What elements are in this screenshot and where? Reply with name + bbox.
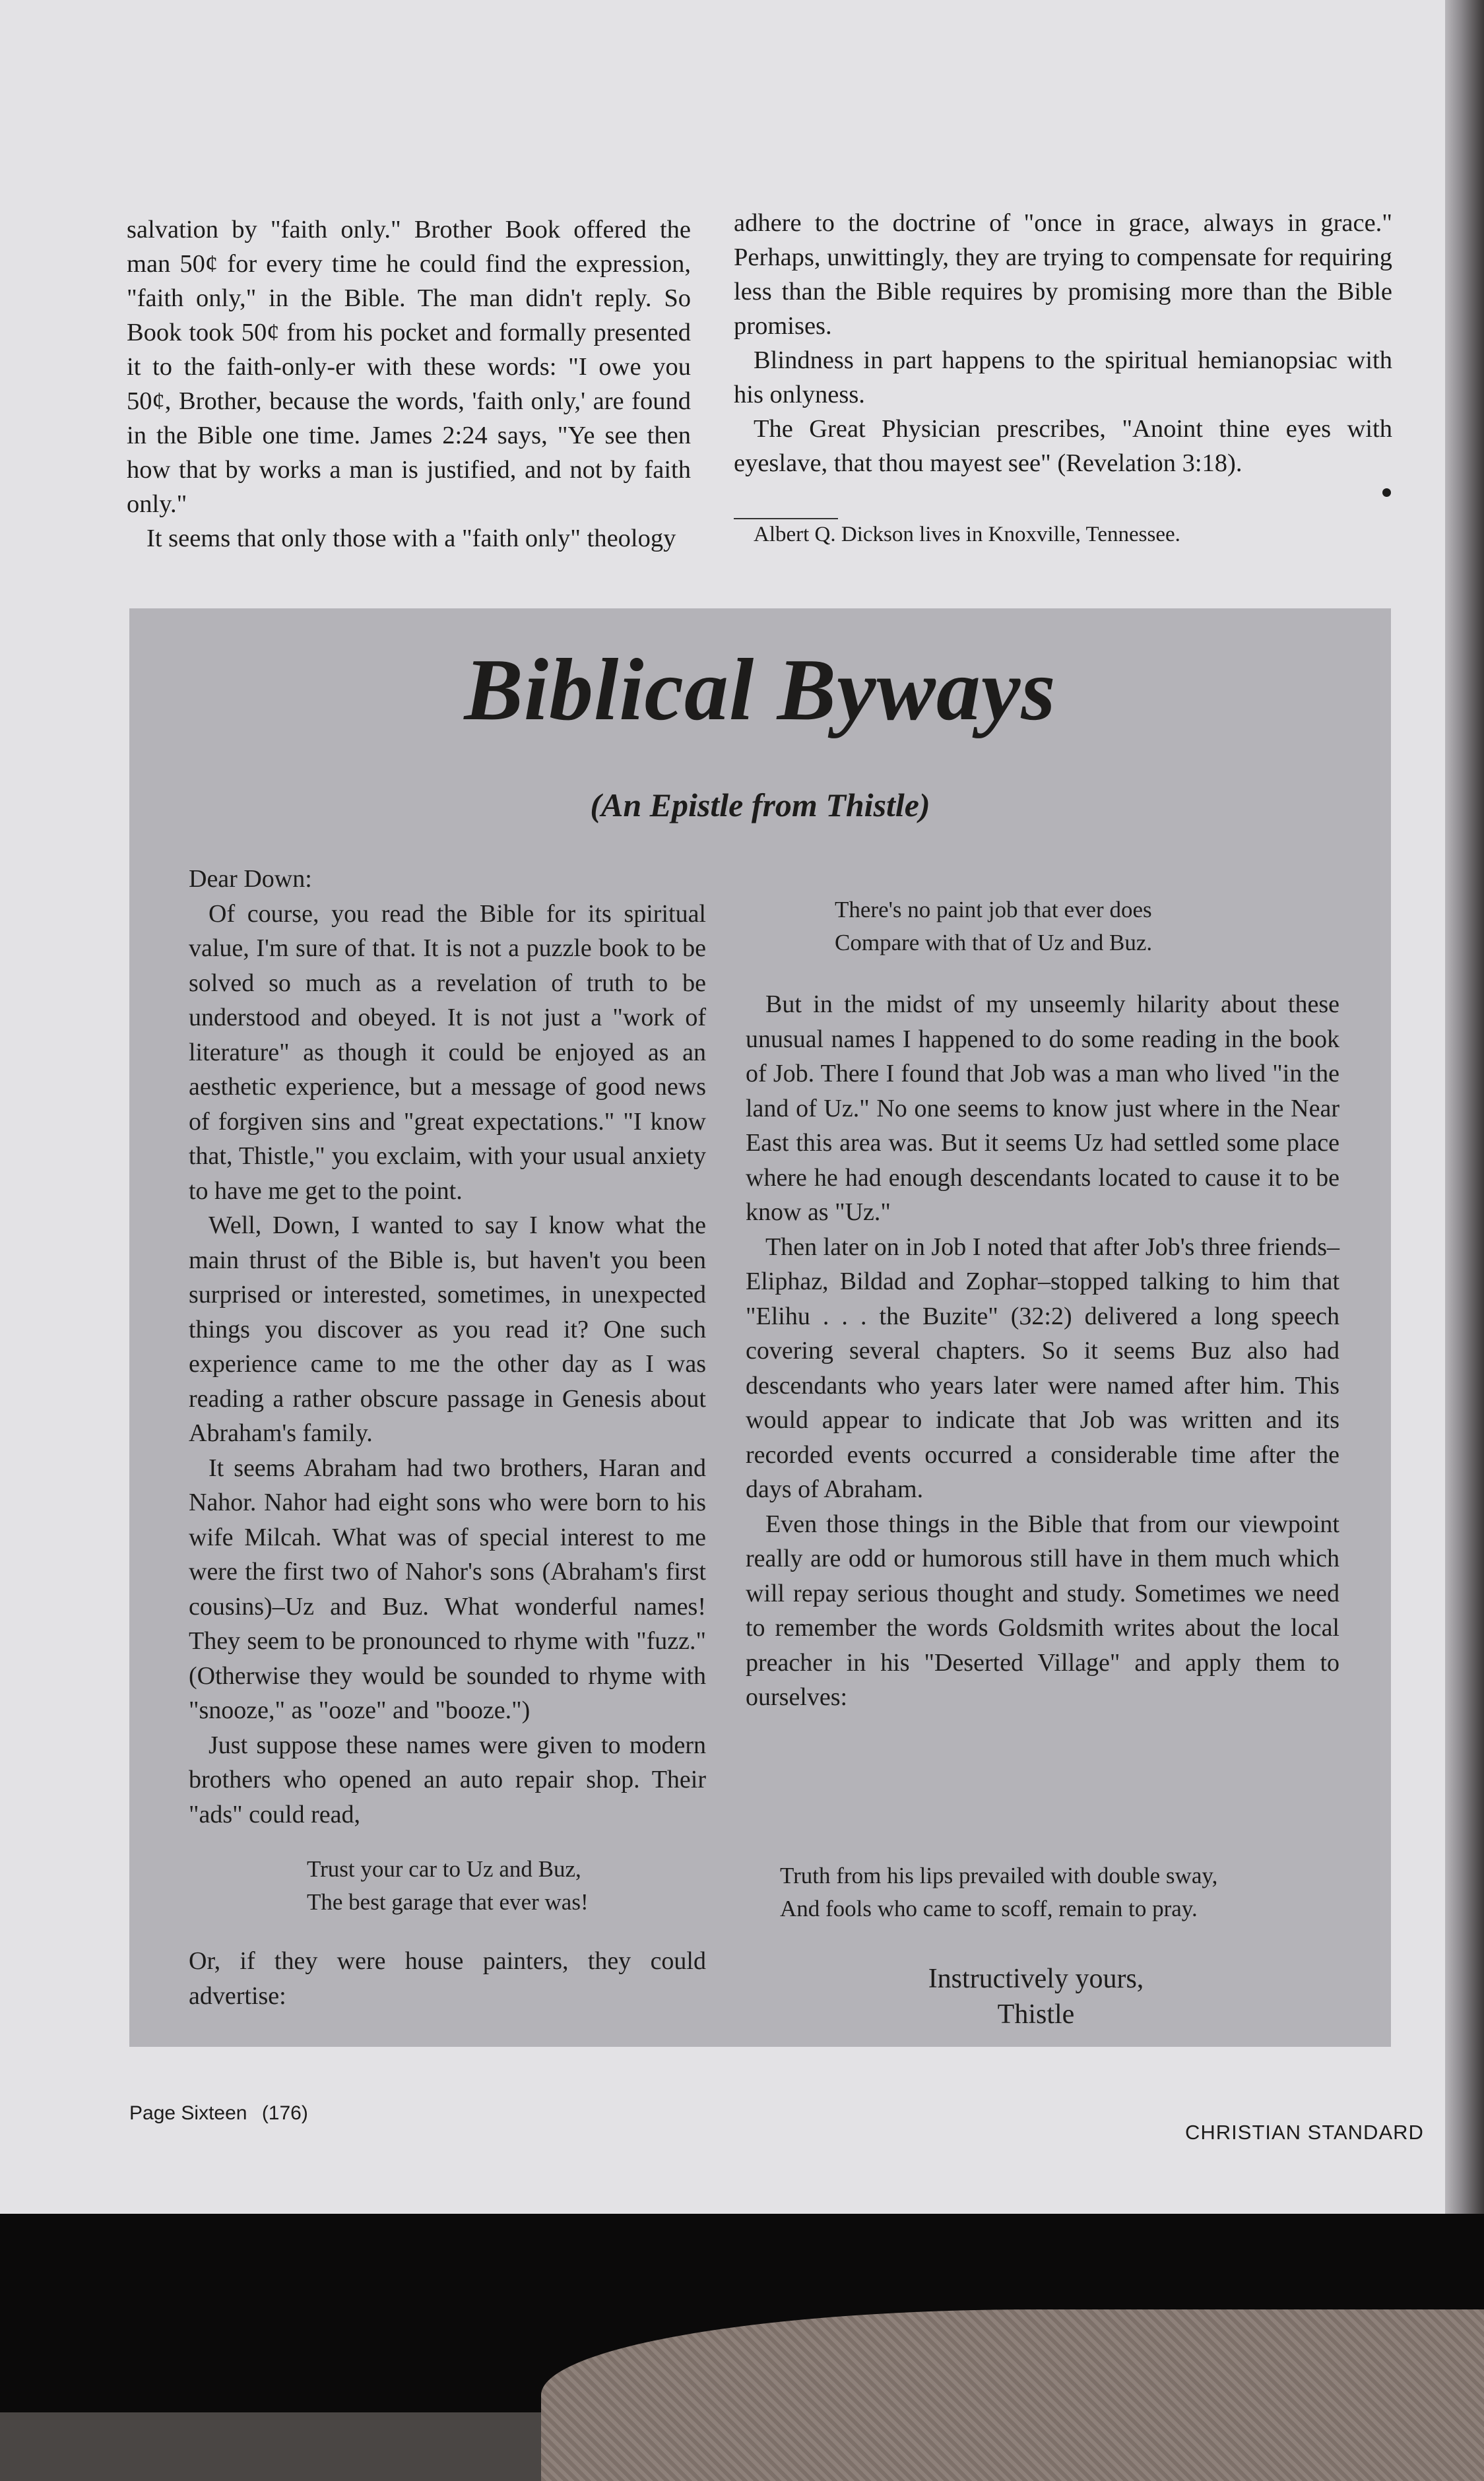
end-mark-icon [1382, 488, 1391, 497]
page-footer-left [129, 2102, 308, 2125]
letter-closing [831, 1961, 1241, 2032]
feature-paragraph: Of course, you read the Bible for its spiritual value, I'm sure of that. It is not a puzzle book to be solved so much as a revelation of truth to be understood and obeyed. It is not just a "work of literature" as though it could be enjoyed as an aesthetic experience, but a message of good news of forgiven sins and "great expectations." "I know that, Thistle," you exclaim, with your usual anxiety to have me get to the point. [189, 899, 706, 1205]
feature-paragraph: Even those things in the Bible that from our viewpoint really are odd or humorous still have in them much which will repay serious thought and study. Sometimes we need to remember the words Goldsmith writes about the local preacher in his "Deserted Village" and apply them to ourselves: [746, 1510, 1339, 1711]
verse-goldsmith [780, 1859, 1361, 1925]
verse-line: The best garage that ever was! [307, 1889, 589, 1915]
verse-line: And fools who came to scoff, remain to pray. [780, 1896, 1198, 1921]
page-number: (176) [261, 2102, 308, 2124]
feature-paragraph: Then later on in Job I noted that after Job's three friends–Eliphaz, Bildad and Zophar–stopped talking to him that "Elihu . . . the Buzite" (32:2) delivered a long speech covering several chapters. So it seems Buz also had descendants who years later were named after him. This would appear to indicate that Job was written and its recorded events occurred a considerable time after the days of Abraham. [746, 1233, 1339, 1503]
article-paragraph: salvation by "faith only." Brother Book offered the man 50¢ for every time he could find the expression, "faith only," in the Bible. The man didn't reply. So Book took 50¢ from his pocket and formally presented it to the faith-only-er with these words: "I owe you 50¢, Brother, because the words, 'faith only,' are found in the Bible one time. James 2:24 says, "Ye see then how that by works a man is justified, and not by faith only." [127, 216, 691, 518]
feature-right-column [746, 987, 1339, 1715]
verse-line: Truth from his lips prevailed with double sway, [780, 1863, 1218, 1888]
verse-paint [835, 893, 1310, 959]
verse-line: Compare with that of Uz and Buz. [835, 930, 1153, 955]
feature-paragraph: It seems Abraham had two brothers, Haran and Nahor. Nahor had eight sons who were born to his wife Milcah. What was of special interest to me were the first two of Nahor's sons (Abraham's first cousins)–Uz and Buz. What wonderful names! They seem to be pronounced to rhyme with "fuzz." (Otherwise they would be sounded to rhyme with "snooze," as "ooze" and "booze.") [189, 1454, 706, 1724]
article-paragraph: It seems that only those with a "faith only" theology [146, 525, 676, 552]
article-paragraph: The Great Physician prescribes, "Anoint thine eyes with eyeslave, that thou mayest see" (Revelation 3:18). [734, 415, 1392, 477]
feature-title: Biblical Byways [464, 641, 1056, 738]
verse-uz-buz [307, 1853, 703, 1919]
feature-paragraph: Or, if they were house painters, they could advertise: [189, 1947, 706, 2010]
salutation: Dear Down: [189, 865, 312, 893]
article-right-column [734, 206, 1392, 480]
feature-subtitle: (An Epistle from Thistle) [590, 787, 930, 823]
fabric-background [541, 2309, 1484, 2481]
page-label: Page Sixteen [129, 2102, 247, 2124]
verse-line: Trust your car to Uz and Buz, [307, 1856, 581, 1882]
closing-line: Instructively yours, [928, 1964, 1144, 1994]
signature: Thistle [997, 1999, 1075, 2030]
article-paragraph: Blindness in part happens to the spiritual hemianopsiac with his onlyness. [734, 346, 1392, 408]
verse-line: There's no paint job that ever does [835, 897, 1152, 922]
feature-left-closing [189, 1944, 706, 2013]
article-paragraph: adhere to the doctrine of "once in grace, always in grace." Perhaps, unwittingly, they are trying to compensate for requiring less than the Bible requires by promising more than the Bible promises. [734, 209, 1392, 340]
page-edge [1445, 0, 1484, 2214]
article-left-column [127, 212, 691, 556]
feature-paragraph: Just suppose these names were given to modern brothers who opened an auto repair shop. Their "ads" could read, [189, 1731, 706, 1828]
feature-paragraph: But in the midst of my unseemly hilarity about these unusual names I happened to do some reading in the book of Job. There I found that Job was a man who lived "in the land of Uz." No one seems to know just where in the Near East this area was. But it seems Uz had settled some place where he had enough descendants located to cause it to be know as "Uz." [746, 990, 1339, 1226]
feature-paragraph: Well, Down, I wanted to say I know what the main thrust of the Bible is, but haven't you been surprised or interested, sometimes, in unexpected things you discover as you read it? One such experience came to me the other day as I was reading a rather obscure passage in Genesis about Abraham's family. [189, 1211, 706, 1447]
magazine-name: CHRISTIAN STANDARD [1185, 2121, 1424, 2144]
author-bio: Albert Q. Dickson lives in Knoxville, Tennessee. [754, 523, 1180, 546]
feature-left-column [189, 862, 706, 1832]
